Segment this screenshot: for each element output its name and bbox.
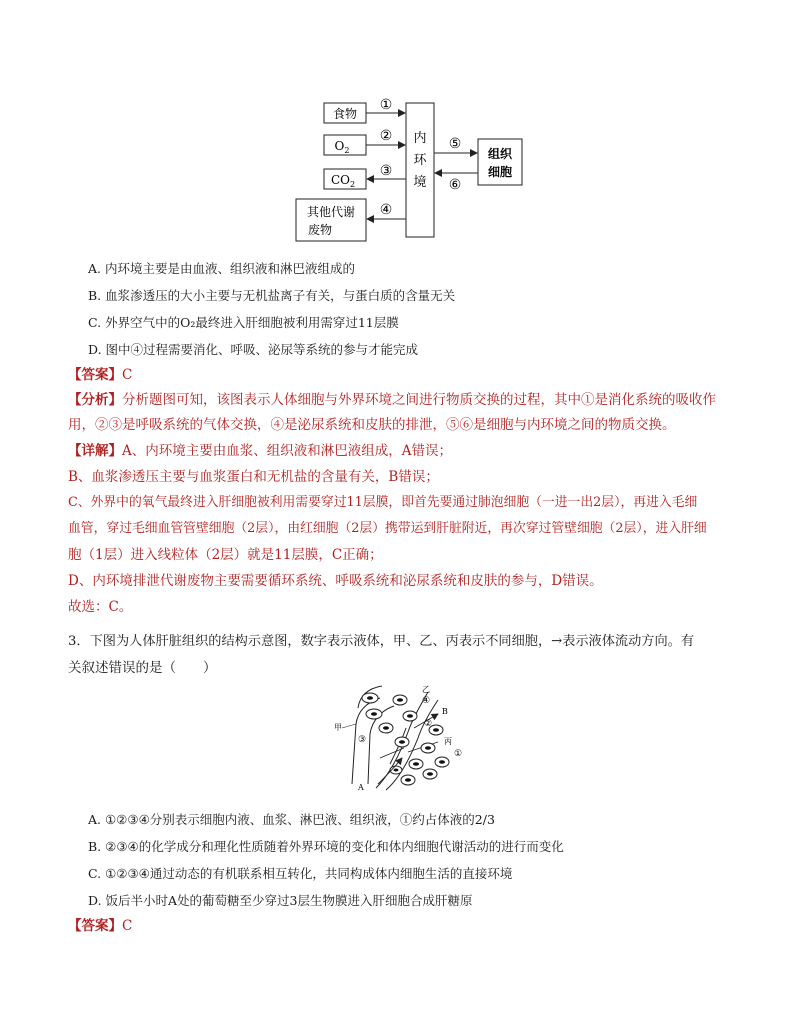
label-n4: ④ <box>422 696 431 706</box>
internal-label-3: 境 <box>413 175 427 190</box>
q3-option-d: D. 饭后半小时A处的葡萄糖至少穿过3层生物膜进入肝细胞合成肝糖原 <box>88 893 473 908</box>
internal-environment-box <box>406 103 434 237</box>
q2-detail-line-4: 血管，穿过毛细血管管壁细胞（2层），由红细胞（2层）携带运到肝脏附近，再次穿过管壁细胞（2层），进入肝细 <box>68 521 707 536</box>
liver-tissue-diagram <box>330 684 470 792</box>
q2-detail-line-3: C、外界中的氧气最终进入肝细胞被利用需要穿过11层膜，即首先要通过肺泡细胞（一进一出2层），再进入毛细 <box>68 495 698 510</box>
answer-value: C <box>122 367 133 383</box>
q3-option-c: C. ①②③④通过动态的有机联系相互转化，共同构成体内细胞生活的直接环境 <box>88 866 513 881</box>
waste-label-2: 废物 <box>307 223 333 237</box>
q2-option-a: A. 内环境主要是由血液、组织液和淋巴液组成的 <box>88 261 355 276</box>
co2-sub: 2 <box>349 180 356 189</box>
q3-answer <box>68 913 132 939</box>
label-bing: 丙 <box>444 737 452 746</box>
waste-label-1: 其他代谢 <box>306 205 356 219</box>
internal-label-1: 内 <box>413 131 427 146</box>
num-5: ⑤ <box>448 136 462 152</box>
analysis-tag: 【分析】 <box>68 392 122 408</box>
q2-conclusion: 故选：C。 <box>68 599 133 615</box>
q2-option-b: B. 血浆渗透压的大小主要与无机盐离子有关，与蛋白质的含量无关 <box>88 288 456 303</box>
q3-option-b: B. ②③④的化学成分和理化性质随着外界环境的变化和体内细胞代谢活动的进行而变化 <box>88 839 564 854</box>
q2-detail-line-2: B、血浆渗透压主要与血浆蛋白和无机盐的含量有关，B错误； <box>68 469 439 485</box>
q3-option-a: A. ①②③④分别表示细胞内液、血浆、淋巴液、组织液，①约占体液的2/3 <box>88 812 495 827</box>
svg-text:O2 <box>335 139 350 155</box>
label-n1: ① <box>454 749 463 759</box>
svg-text:CO2 <box>331 173 355 189</box>
q3-stem-line-1: 3．下图为人体肝脏组织的结构示意图，数字表示液体，甲、乙、丙表示不同细胞，→表示液体流动方向。有 <box>68 634 695 649</box>
q2-detail-line-5: 胞（1层）进入线粒体（2层）就是11层膜，C正确； <box>68 547 383 563</box>
q3-answer-tag: 【答案】 <box>68 918 122 934</box>
internal-label-2: 环 <box>413 153 427 168</box>
o2-sub: 2 <box>344 146 350 155</box>
q2-analysis-line-2: 用，②③是呼吸系统的气体交换，④是泌尿系统和皮肤的排泄，⑤⑥是细胞与内环境之间的物质交换。 <box>68 417 676 433</box>
food-label: 食物 <box>332 107 358 121</box>
q2-detail-line-6: D、内环境排泄代谢废物主要需要循环系统、呼吸系统和泌尿系统和皮肤的参与，D错误。 <box>68 573 603 589</box>
answer-tag: 【答案】 <box>68 367 122 383</box>
detail-tag: 【详解】 <box>68 443 122 459</box>
q2-option-c: C. 外界空气中的O₂最终进入肝细胞被利用需穿过11层膜 <box>88 315 399 330</box>
label-jia: 甲 <box>334 723 342 732</box>
q2-analysis-line-1 <box>68 387 716 413</box>
exchange-diagram <box>290 92 560 242</box>
num-4: ④ <box>379 202 393 218</box>
cells <box>362 693 449 785</box>
label-B: B <box>442 707 448 716</box>
q2-option-d: D. 图中④过程需要消化、呼吸、泌尿等系统的参与才能完成 <box>88 342 419 357</box>
num-1: ① <box>379 97 393 113</box>
co2-label: CO <box>330 173 350 187</box>
label-yi: 乙 <box>422 685 430 694</box>
num-3: ③ <box>379 163 393 179</box>
o2-label: O <box>334 139 345 153</box>
tissue-label-2: 细胞 <box>487 165 513 179</box>
label-n2: ② <box>424 719 433 729</box>
label-n3: ③ <box>358 735 367 745</box>
detail-text-1: A、内环境主要由血浆、组织液和淋巴液组成，A错误； <box>122 443 452 459</box>
q3-stem-line-2: 关叙述错误的是（ ） <box>68 660 217 676</box>
num-2: ② <box>379 128 393 144</box>
q2-answer <box>68 362 132 388</box>
label-A: A <box>358 783 364 792</box>
q3-answer-value: C <box>122 918 133 934</box>
num-6: ⑥ <box>448 177 462 193</box>
tissue-label-1: 组织 <box>487 147 513 161</box>
analysis-text-1: 分析题图可知，该图表示人体细胞与外界环境之间进行物质交换的过程，其中①是消化系统的吸收作 <box>122 392 716 408</box>
q2-detail-line-1 <box>68 438 452 464</box>
